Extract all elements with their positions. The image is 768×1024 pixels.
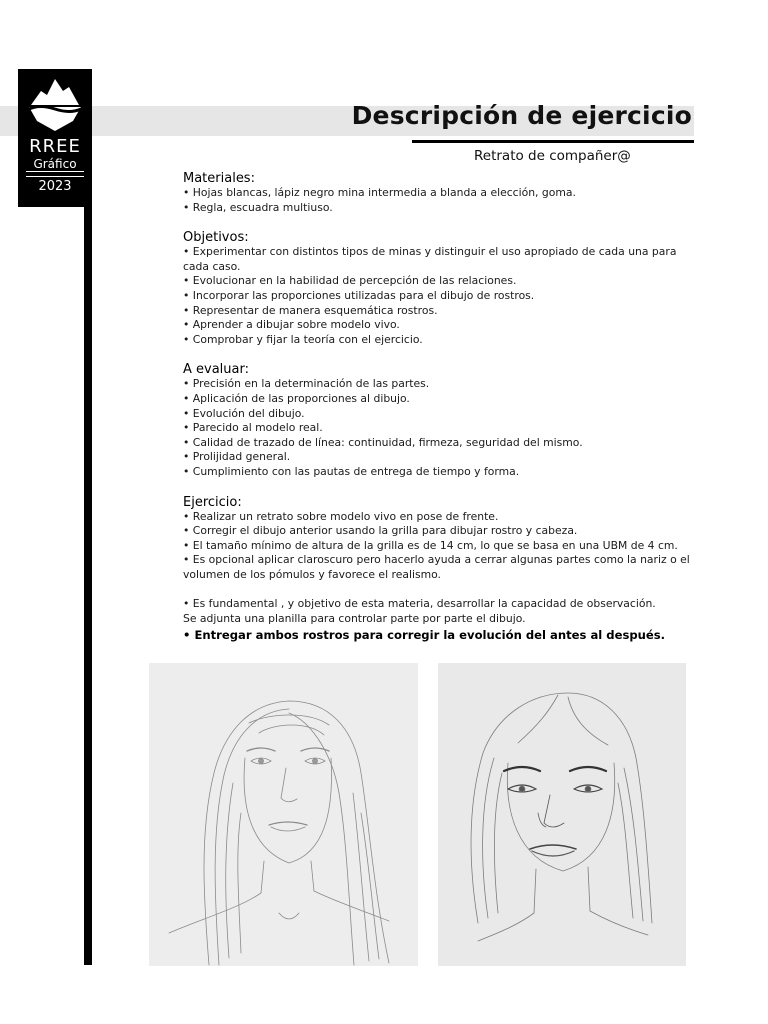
list-item: • Prolijidad general. [183,450,291,464]
title-underline [412,140,694,143]
emphasis-note: • Entregar ambos rostros para corregir la evolución del antes al después. [183,627,666,642]
logo [18,69,92,207]
portrait-before-image [149,663,418,966]
section-heading: Materiales: [183,171,255,186]
list-item: • Aplicación de las proporciones al dibujo. [183,391,410,405]
list-item: • Precisión en la determinación de las partes. [183,377,430,391]
list-item: • Evolucionar en la habilidad de percepción de las relaciones. [183,274,517,288]
section-ejercicio [183,495,693,583]
section-materiales [183,171,693,215]
list-item: • Calidad de trazado de línea: continuidad, firmeza, seguridad del mismo. [183,435,583,449]
list-item: • El tamaño mínimo de altura de la grilla es de 14 cm, lo que se basa en una UBM de 4 cm. [183,538,678,552]
list-item: • Evolución del dibujo. [183,406,305,420]
list-item: • Aprender a dibujar sobre modelo vivo. [183,318,400,332]
list-item: • Regla, escuadra multiuso. [183,200,333,214]
section-objetivos [183,230,693,347]
section-heading: Objetivos: [183,230,249,246]
list-item: • Cumplimiento con las pautas de entrega de tiempo y forma. [183,464,520,478]
logo-brand: RREE [29,136,81,157]
page-title: Descripción de ejercicio [351,101,692,130]
section-notas [183,597,693,642]
exercise-description [183,171,693,643]
section-evaluar [183,362,693,479]
list-item: • Parecido al modelo real. [183,421,323,435]
portrait-after-image [438,663,686,966]
list-item: • Realizar un retrato sobre modelo vivo en pose de frente. [183,509,499,523]
logo-year: 2023 [38,179,72,194]
list-item: • Corregir el dibujo anterior usando la grilla para dibujar rostro y cabeza. [183,524,578,538]
list-item: • Incorporar las proporciones utilizadas para el dibujo de rostros. [183,288,535,302]
list-item: • Hojas blancas, lápiz negro mina intermedia a blanda a elección, goma. [183,186,576,199]
list-item: • Experimentar con distintos tipos de minas y distinguir el uso apropiado de cada una para cada caso. [183,245,677,273]
list-item: Se adjunta una planilla para controlar parte por parte el dibujo. [183,612,526,626]
section-heading: A evaluar: [183,362,249,378]
logo-subtitle: Gráfico [33,157,77,171]
page-subtitle: Retrato de compañer@ [474,148,631,164]
list-item: • Comprobar y fijar la teoría con el ejercicio. [183,332,423,346]
iceberg-icon [18,73,92,135]
list-item: • Es fundamental , y objetivo de esta materia, desarrollar la capacidad de observación. [183,597,656,611]
list-item: • Representar de manera esquemática rostros. [183,303,438,317]
section-heading: Ejercicio: [183,494,242,510]
list-item: • Es opcional aplicar claroscuro pero hacerlo ayuda a cerrar algunas partes como la nariz o el volumen de los pómulos y favorece el realismo. [183,553,690,581]
logo-divider [26,171,84,177]
